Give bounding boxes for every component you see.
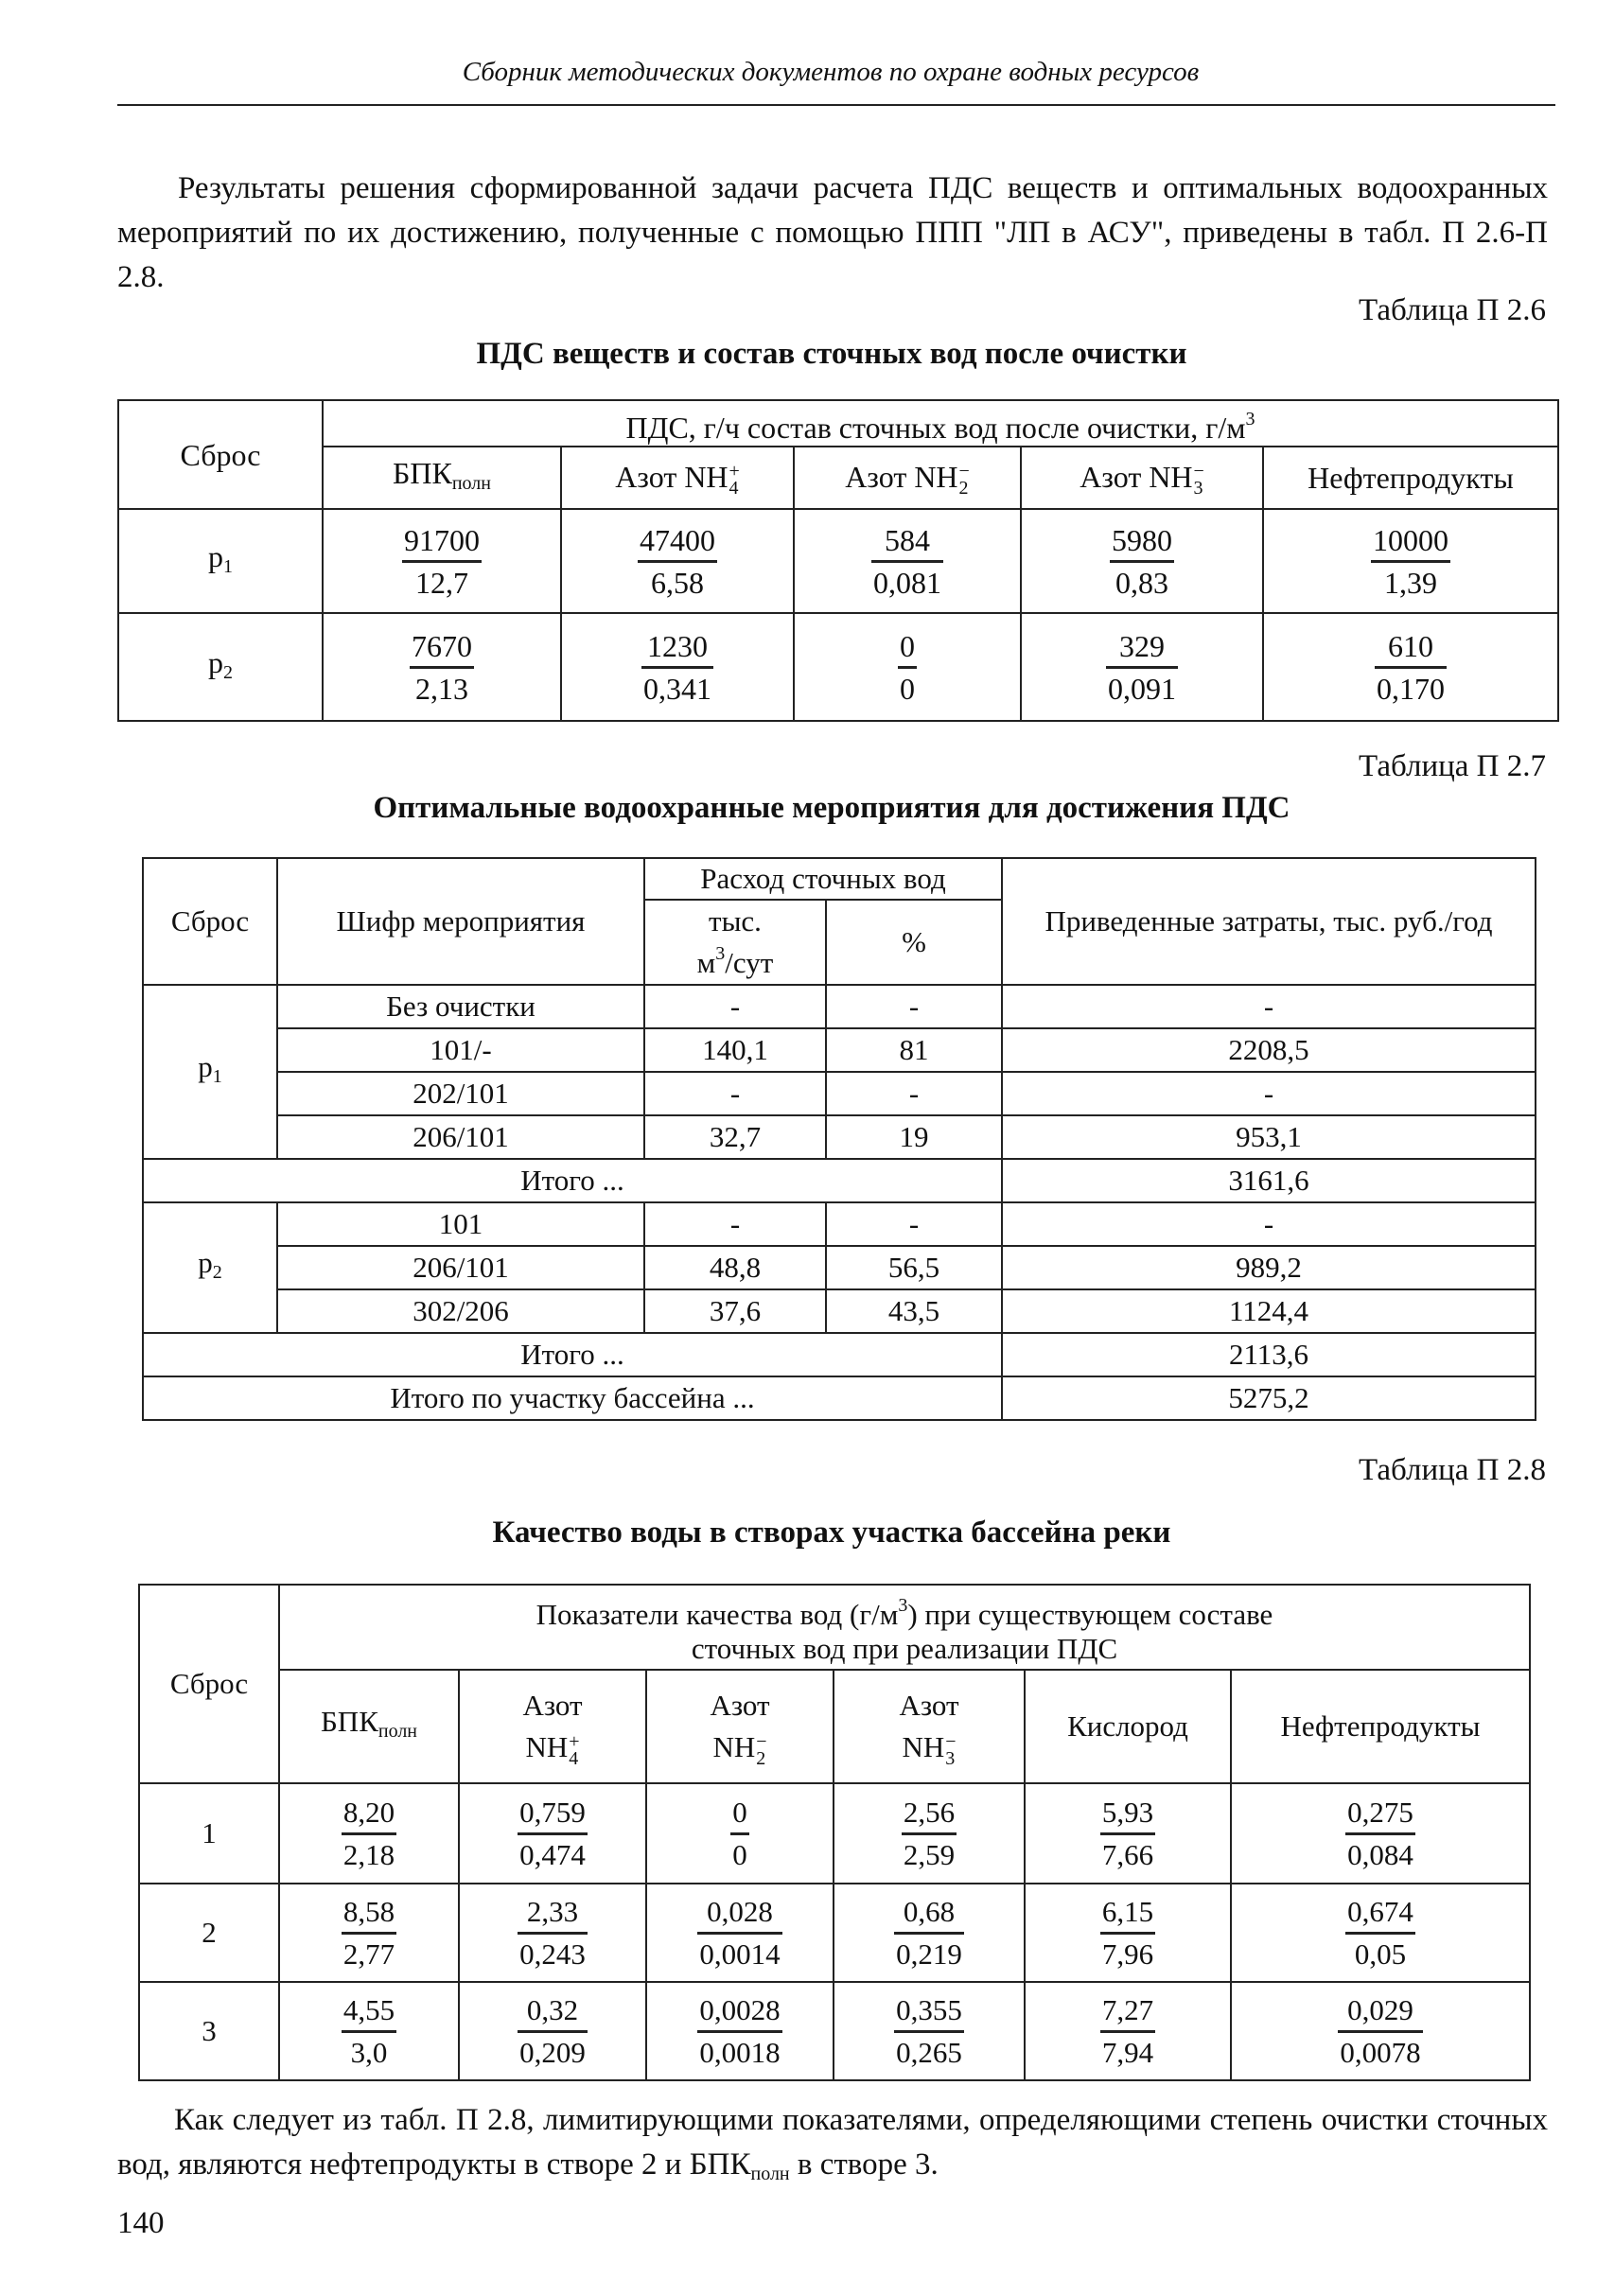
- code-cell: 101/-: [277, 1028, 644, 1072]
- fraction-cell: $\frac{10000}{1,39}$: [1263, 509, 1558, 613]
- cost-cell: 2208,5: [1002, 1028, 1536, 1072]
- col-nh2: Азот NH − 2: [794, 447, 1021, 509]
- code-cell: 206/101: [277, 1115, 644, 1159]
- table-row: [118, 509, 1558, 613]
- fraction-cell: $\frac{7,27}{7,94}$: [1025, 1982, 1231, 2080]
- col-bpk: $БПК_{полн}$: [279, 1670, 459, 1783]
- col-nh2: Азот NH − 2: [646, 1670, 834, 1783]
- subtotal-value: 3161,6: [1002, 1159, 1536, 1202]
- col-release-header: Сброс: [118, 400, 323, 509]
- grand-total-value: 5275,2: [1002, 1376, 1536, 1420]
- fraction-cell: $\frac{0,355}{0,265}$: [834, 1982, 1025, 2080]
- fraction-cell: $\frac{0}{0}$: [646, 1783, 834, 1884]
- pct-cell: -: [826, 1072, 1002, 1115]
- table-row: [143, 1072, 1536, 1115]
- table-2-6: [117, 399, 1559, 722]
- table-2-8-title: Качество воды в створах участка бассейна реки: [492, 1516, 1171, 1550]
- pct-cell: -: [826, 985, 1002, 1028]
- col-oil: Нефтепродукты: [1231, 1670, 1530, 1783]
- code-cell: Без очистки: [277, 985, 644, 1028]
- fraction-cell: $\frac{0,674}{0,05}$: [1231, 1884, 1530, 1982]
- col-nh3: Азот NH − 3: [834, 1670, 1025, 1783]
- subtotal-row: [143, 1159, 1536, 1202]
- col-nh4: Азот NH + 4: [561, 447, 794, 509]
- conclusion-paragraph: Как следует из табл. П 2.8, лимитирующими показателями, определяющими степень очистки сточных вод, являются нефтепродукты в створе 2 и $БПК_{полн}$ в створе 3.: [117, 2103, 1548, 2184]
- fraction-cell: $\frac{584}{0,081}$: [794, 509, 1021, 613]
- flow-cell: 37,6: [644, 1289, 826, 1333]
- col-flow-abs: тыс. $м^3$/сут: [644, 900, 826, 985]
- flow-cell: -: [644, 1202, 826, 1246]
- pct-cell: 43,5: [826, 1289, 1002, 1333]
- code-cell: 302/206: [277, 1289, 644, 1333]
- table-row: [143, 1202, 1536, 1246]
- fraction-cell: $\frac{1230}{0,341}$: [561, 613, 794, 721]
- col-release-header: Сброс: [139, 1585, 279, 1783]
- fraction-cell: $\frac{2,33}{0,243}$: [459, 1884, 646, 1982]
- fraction-cell: $\frac{5980}{0,83}$: [1021, 509, 1263, 613]
- fraction-cell: $\frac{8,20}{2,18}$: [279, 1783, 459, 1884]
- pct-cell: 81: [826, 1028, 1002, 1072]
- fraction-cell: $\frac{2,56}{2,59}$: [834, 1783, 1025, 1884]
- subtotal-row: [143, 1333, 1536, 1376]
- cost-cell: 989,2: [1002, 1246, 1536, 1289]
- col-code-header: Шифр мероприятия: [277, 858, 644, 985]
- subtotal-value: 2113,6: [1002, 1333, 1536, 1376]
- subtotal-label: Итого ...: [143, 1159, 1002, 1202]
- fraction-cell: $\frac{0,759}{0,474}$: [459, 1783, 646, 1884]
- flow-cell: 48,8: [644, 1246, 826, 1289]
- fraction-cell: $\frac{0,029}{0,0078}$: [1231, 1982, 1530, 2080]
- table-row: [143, 1246, 1536, 1289]
- col-nh4: Азот NH + 4: [459, 1670, 646, 1783]
- fraction-cell: $\frac{0,68}{0,219}$: [834, 1884, 1025, 1982]
- col-release-header: Сброс: [143, 858, 277, 985]
- pct-cell: -: [826, 1202, 1002, 1246]
- flow-cell: -: [644, 1072, 826, 1115]
- flow-cell: 32,7: [644, 1115, 826, 1159]
- header-rule: [117, 104, 1555, 106]
- fraction-cell: $\frac{0}{0}$: [794, 613, 1021, 721]
- fraction-cell: $\frac{91700}{12,7}$: [323, 509, 561, 613]
- intro-paragraph: Результаты решения сформированной задачи расчета ПДС веществ и оптимальных водоохранных мероприятий по их достижению, полученные с помощью ППП "ЛП в АСУ", приведены в табл. П 2.6-П 2.8.: [117, 171, 1548, 294]
- col-oil: Нефтепродукты: [1263, 447, 1558, 509]
- fraction-cell: $\frac{0,028}{0,0014}$: [646, 1884, 834, 1982]
- release-cell: $р_2$: [118, 613, 323, 721]
- table-2-6-title: ПДС веществ и состав сточных вод после очистки: [476, 337, 1187, 371]
- release-cell: $р_1$: [143, 985, 277, 1159]
- cost-cell: 953,1: [1002, 1115, 1536, 1159]
- table-row: [139, 1982, 1530, 2080]
- col-oxygen: Кислород: [1025, 1670, 1231, 1783]
- table-row: [118, 613, 1558, 721]
- cost-cell: -: [1002, 985, 1536, 1028]
- cost-cell: -: [1002, 1202, 1536, 1246]
- table-2-8: [138, 1584, 1531, 2081]
- fraction-cell: $\frac{47400}{6,58}$: [561, 509, 794, 613]
- grand-total-label: Итого по участку бассейна ...: [143, 1376, 1002, 1420]
- table-row: [143, 1115, 1536, 1159]
- col-bpk: $БПК_{полн}$: [323, 447, 561, 509]
- col-flow-pct: %: [826, 900, 1002, 985]
- table-row: [143, 1289, 1536, 1333]
- fraction-cell: $\frac{8,58}{2,77}$: [279, 1884, 459, 1982]
- col-flow-header: Расход сточных вод: [644, 858, 1002, 900]
- release-cell: $р_2$: [143, 1202, 277, 1333]
- code-cell: 202/101: [277, 1072, 644, 1115]
- subtotal-label: Итого ...: [143, 1333, 1002, 1376]
- table-2-7: [142, 857, 1536, 1421]
- fraction-cell: $\frac{0,0028}{0,0018}$: [646, 1982, 834, 2080]
- group-header: Показатели качества вод $(г/м^3)$ при существующем составе сточных вод при реализации ПДС: [279, 1585, 1530, 1670]
- table-row: [143, 1028, 1536, 1072]
- fraction-cell: $\frac{0,275}{0,084}$: [1231, 1783, 1530, 1884]
- pct-cell: 19: [826, 1115, 1002, 1159]
- fraction-cell: $\frac{5,93}{7,66}$: [1025, 1783, 1231, 1884]
- release-cell: 2: [139, 1884, 279, 1982]
- cost-cell: -: [1002, 1072, 1536, 1115]
- fraction-cell: $\frac{329}{0,091}$: [1021, 613, 1263, 721]
- fraction-cell: $\frac{7670}{2,13}$: [323, 613, 561, 721]
- release-cell: 3: [139, 1982, 279, 2080]
- table-row: [139, 1783, 1530, 1884]
- table-2-7-title: Оптимальные водоохранные мероприятия для достижения ПДС: [373, 791, 1290, 825]
- col-nh3: Азот NH − 3: [1021, 447, 1263, 509]
- fraction-cell: $\frac{610}{0,170}$: [1263, 613, 1558, 721]
- flow-cell: 140,1: [644, 1028, 826, 1072]
- page-number: 140: [117, 2206, 165, 2240]
- running-header: Сборник методических документов по охране водных ресурсов: [462, 57, 1200, 87]
- table-row: [139, 1884, 1530, 1982]
- fraction-cell: $\frac{4,55}{3,0}$: [279, 1982, 459, 2080]
- table-2-8-label: Таблица П 2.8: [1359, 1453, 1546, 1487]
- pct-cell: 56,5: [826, 1246, 1002, 1289]
- code-cell: 101: [277, 1202, 644, 1246]
- fraction-cell: $\frac{6,15}{7,96}$: [1025, 1884, 1231, 1982]
- grand-total-row: [143, 1376, 1536, 1420]
- cost-cell: 1124,4: [1002, 1289, 1536, 1333]
- col-cost-header: Приведенные затраты, тыс. руб./год: [1002, 858, 1536, 985]
- table-row: [143, 985, 1536, 1028]
- table-2-7-label: Таблица П 2.7: [1359, 749, 1546, 783]
- group-header: ПДС, г/ч состав сточных вод после очистки, $г/м^3$: [323, 400, 1558, 447]
- release-cell: 1: [139, 1783, 279, 1884]
- release-cell: $р_1$: [118, 509, 323, 613]
- code-cell: 206/101: [277, 1246, 644, 1289]
- table-2-6-label: Таблица П 2.6: [1359, 293, 1546, 327]
- flow-cell: -: [644, 985, 826, 1028]
- fraction-cell: $\frac{0,32}{0,209}$: [459, 1982, 646, 2080]
